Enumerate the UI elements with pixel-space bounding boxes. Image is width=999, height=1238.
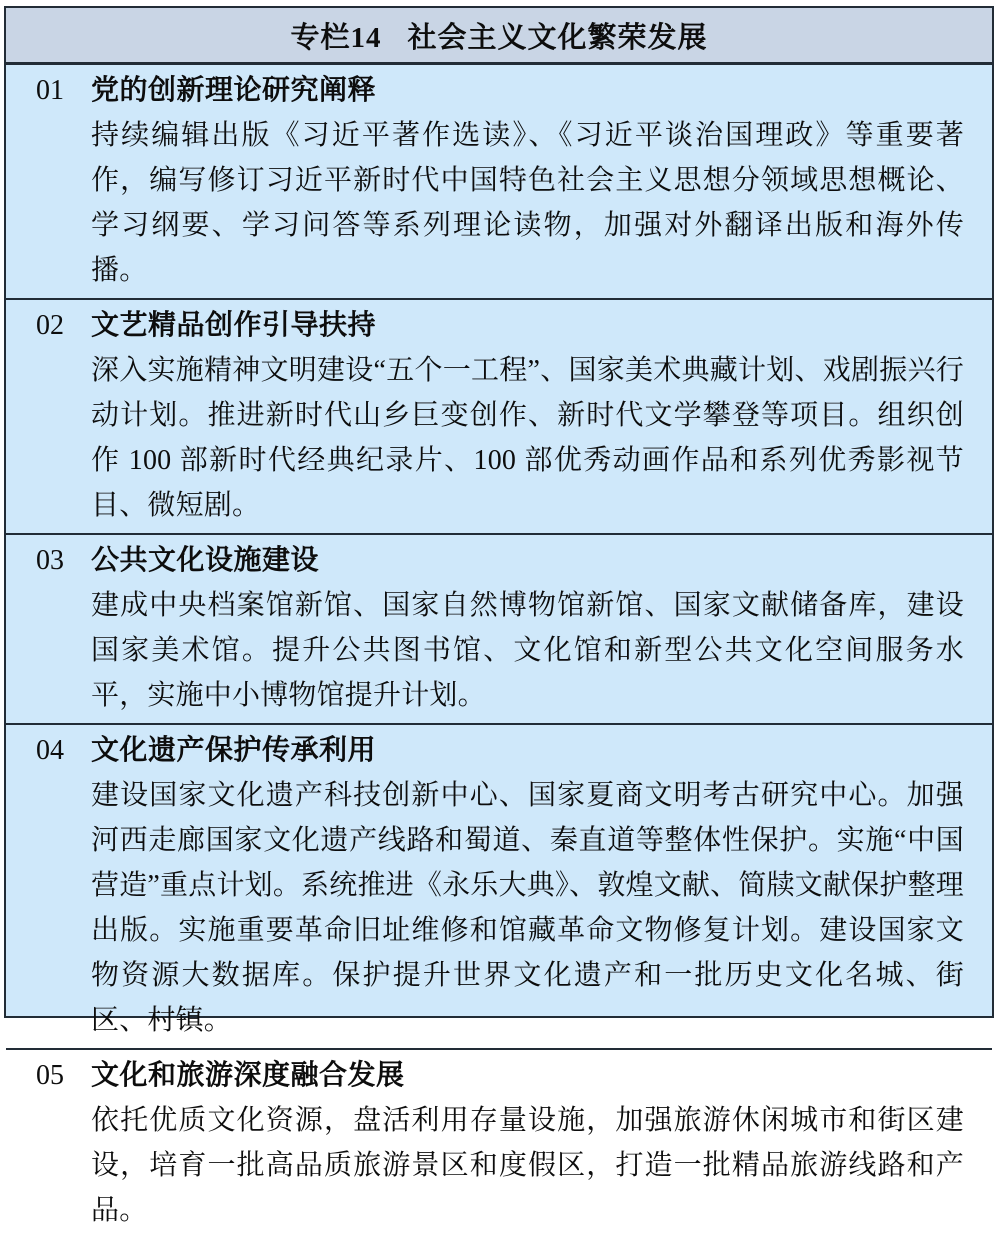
section-heading: 文化遗产保护传承利用 [91, 735, 377, 766]
section-row-05 [6, 1048, 992, 1238]
section-body: 持续编辑出版《习近平著作选读》、《习近平谈治国理政》等重要著作，编写修订习近平新时代中国特色社会主义思想分领域思想概论、学习纲要、学习问答等系列理论读物，加强对外翻译出版和海外传播。 [91, 120, 964, 286]
column-panel [4, 6, 994, 1226]
section-number: 04 [36, 735, 64, 766]
section-body: 依托优质文化资源，盘活利用存量设施，加强旅游休闲城市和街区建设，培育一批高品质旅游景区和度假区，打造一批精品旅游线路和产品。 [91, 1105, 964, 1226]
section-list [6, 65, 992, 1238]
section-body: 建设国家文化遗产科技创新中心、国家夏商文明考古研究中心。加强河西走廊国家文化遗产线路和蜀道、秦直道等整体性保护。实施“中国营造”重点计划。系统推进《永乐大典》、敦煌文献、简牍文献保护整理出版。实施重要革命旧址维修和馆藏革命文物修复计划。建设国家文物资源大数据库。保护提升世界文化遗产和一批历史文化名城、街区、村镇。 [91, 780, 964, 1036]
section-heading: 公共文化设施建设 [91, 545, 320, 576]
section-number: 05 [36, 1060, 64, 1091]
section-heading: 文艺精品创作引导扶持 [91, 310, 377, 341]
section-heading: 文化和旅游深度融合发展 [91, 1060, 405, 1091]
section-row-02 [6, 298, 992, 533]
section-row-04 [6, 723, 992, 1048]
section-row-01 [6, 65, 992, 298]
section-number: 01 [36, 75, 64, 106]
section-number: 02 [36, 310, 64, 341]
section-row-03 [6, 533, 992, 723]
section-number: 03 [36, 545, 64, 576]
section-body: 深入实施精神文明建设“五个一工程”、国家美术典藏计划、戏剧振兴行动计划。推进新时代山乡巨变创作、新时代文学攀登等项目。组织创作 100 部新时代经典纪录片、100 部优秀动画作品和系列优秀影视节目、微短剧。 [91, 355, 964, 521]
panel-title-bar [6, 8, 992, 65]
section-body: 建成中央档案馆新馆、国家自然博物馆新馆、国家文献储备库，建设国家美术馆。提升公共图书馆、文化馆和新型公共文化空间服务水平，实施中小博物馆提升计划。 [91, 590, 964, 711]
section-heading: 党的创新理论研究阐释 [91, 75, 377, 106]
panel-title: 社会主义文化繁荣发展 [407, 21, 708, 54]
panel-title-prefix: 专栏14 [290, 21, 382, 54]
